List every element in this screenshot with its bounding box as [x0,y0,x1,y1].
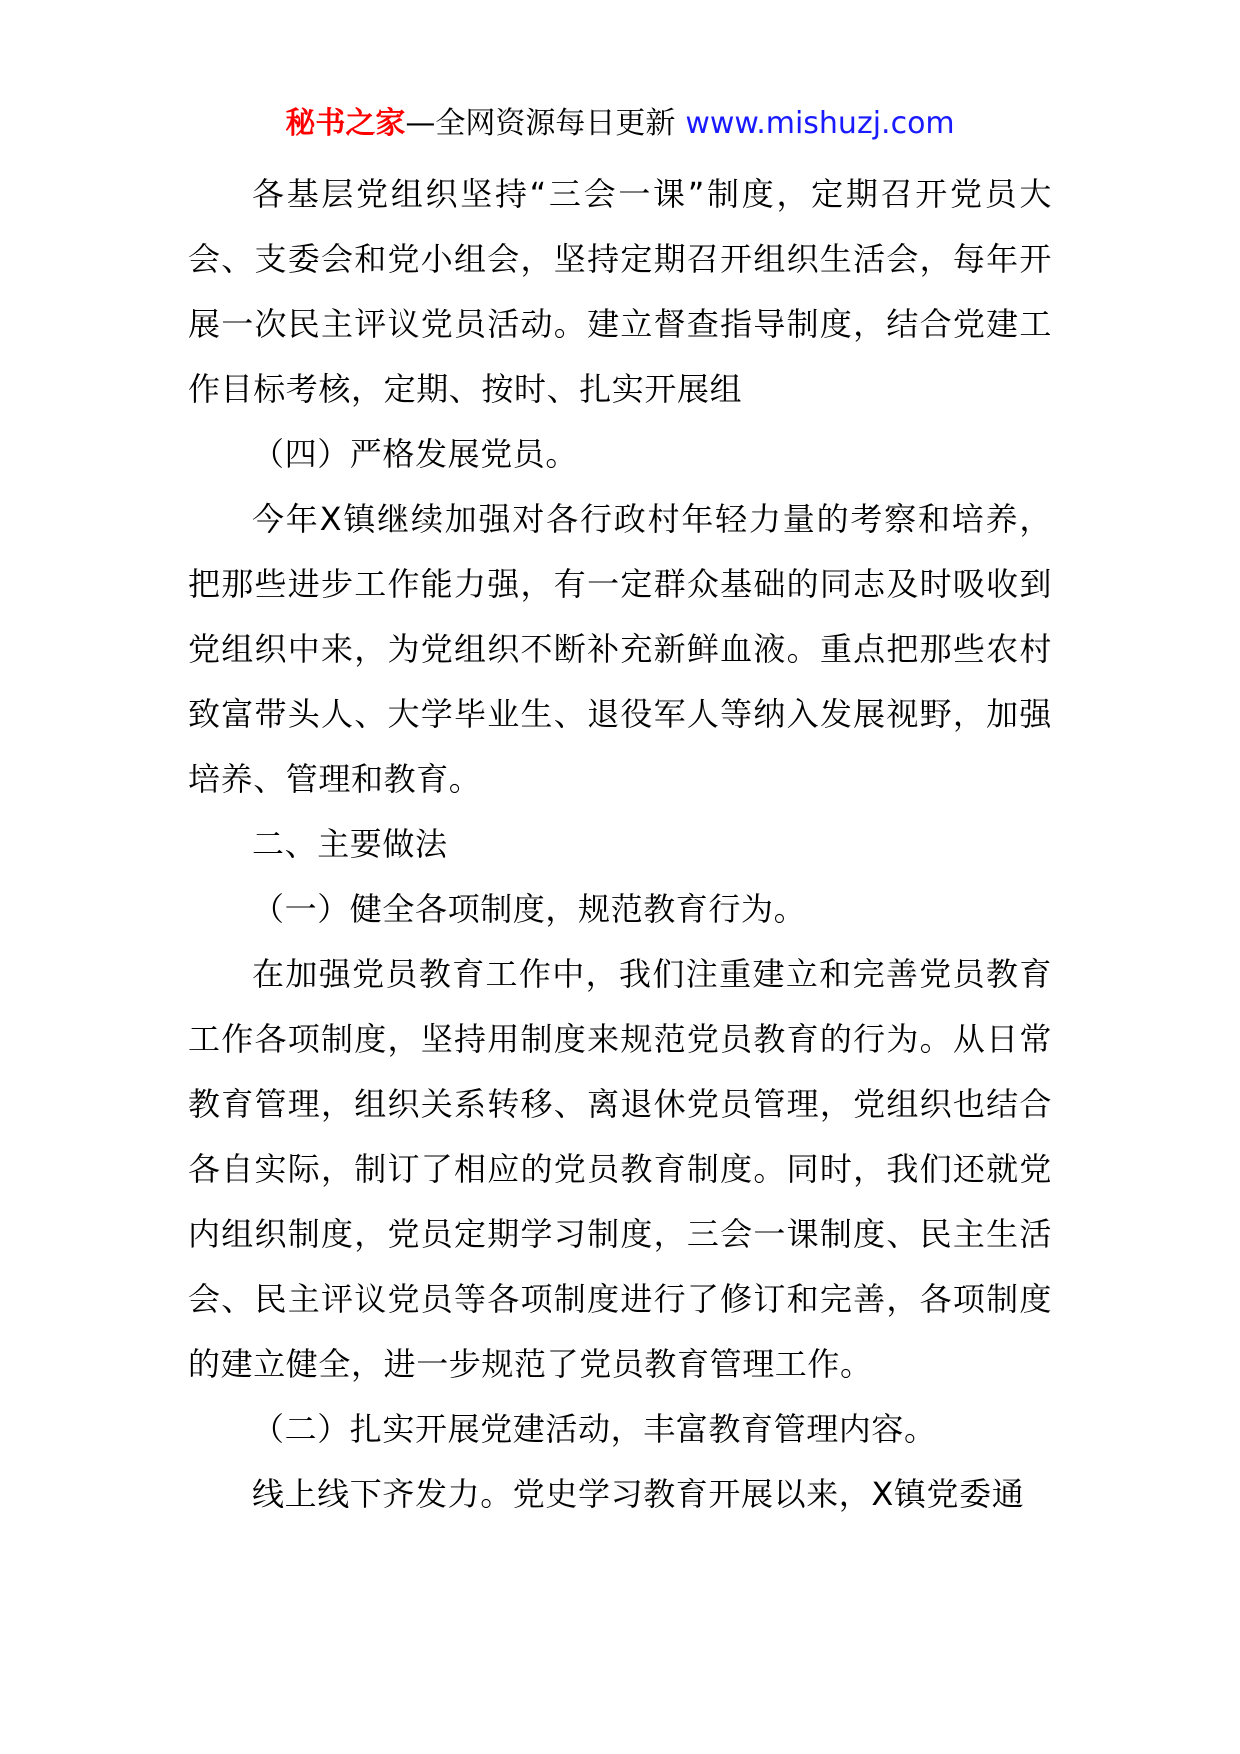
brand-name: 秘书之家 [285,106,406,141]
paragraph-party-system: 各基层党组织坚持“三会一课”制度，定期召开党员大会、支委会和党小组会，坚持定期召开组织生活会，每年开展一次民主评议党员活动。建立督查指导制度，结合党建工作目标考核，定期、按时、扎实开展组 [188,175,1052,408]
paragraph-improve-systems: 在加强党员教育工作中，我们注重建立和完善党员教育工作各项制度，坚持用制度来规范党员教育的行为。从日常教育管理，组织关系转移、离退休党员管理，党组织也结合各自实际，制订了相应的党员教育制度。同时，我们还就党内组织制度，党员定期学习制度，三会一课制度、民主生活会、民主评议党员等各项制度进行了修订和完善，各项制度的建立健全，进一步规范了党员教育管理工作。 [188,955,1052,1383]
site-url-link[interactable]: www.mishuzj.com [685,106,955,141]
paragraph-develop-members: 今年X镇继续加强对各行政村年轻力量的考察和培养，把那些进步工作能力强，有一定群众基础的同志及时吸收到党组织中来，为党组织不断补充新鲜血液。重点把那些农村致富带头人、大学毕业生、退役军人等纳入发展视野，加强培养、管理和教育。 [188,500,1052,798]
site-header [0,98,1240,150]
document-body [188,162,1052,1527]
section-heading-develop-members: （四）严格发展党员。 [252,435,579,473]
paragraph-online-offline: 线上线下齐发力。党史学习教育开展以来，X镇党委通 [252,1475,1025,1513]
header-tagline: —全网资源每日更新 [405,106,676,141]
section-heading-main-practices: 二、主要做法 [252,825,448,863]
subheading-party-activities: （二）扎实开展党建活动，丰富教育管理内容。 [252,1410,937,1448]
subheading-improve-systems: （一）健全各项制度，规范教育行为。 [252,890,807,928]
